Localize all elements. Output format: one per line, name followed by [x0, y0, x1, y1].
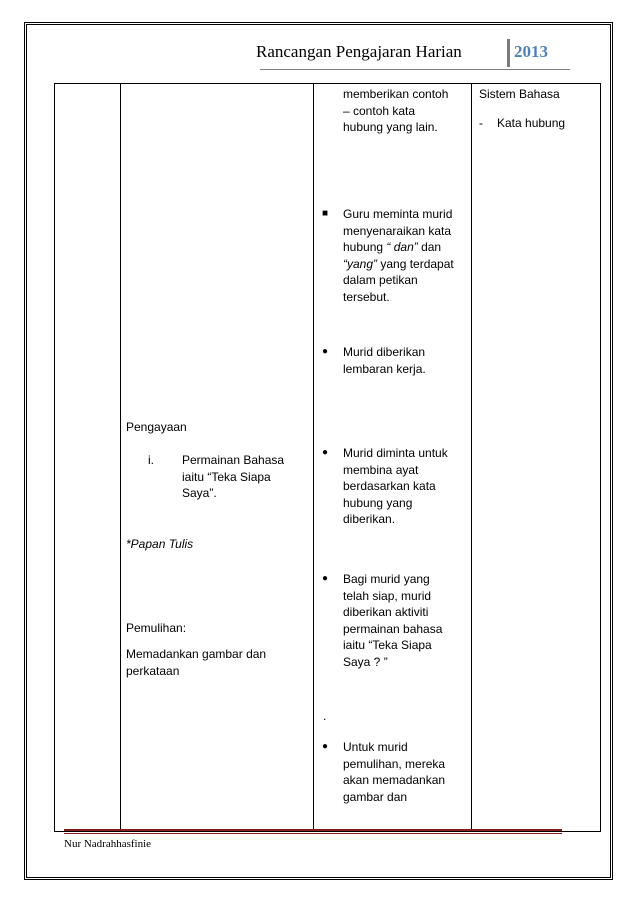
text-line: Guru meminta murid	[343, 207, 453, 221]
text-line: Permainan Bahasa	[182, 453, 285, 467]
activity-bullet-4	[343, 571, 442, 670]
activity-bullet-3	[343, 445, 448, 528]
text-line: lembaran kerja.	[343, 361, 426, 376]
text-line: permainan bahasa	[343, 621, 443, 636]
text-line: berdasarkan kata	[343, 479, 436, 493]
pemulihan-heading: Pemulihan:	[126, 621, 187, 635]
header-year: 2013	[514, 42, 548, 61]
text-line: iaitu “Teka Siapa	[343, 638, 432, 652]
text-line: Murid diminta untuk	[343, 446, 448, 460]
text-span: dan	[417, 240, 442, 254]
pengayaan-heading: Pengayaan	[126, 420, 187, 434]
text-line: pemulihan, mereka	[343, 756, 446, 771]
papan-tulis-note: *Papan Tulis	[126, 537, 194, 551]
footer-author: Nur Nadrahhasfinie	[64, 838, 152, 850]
footer-rule	[64, 829, 562, 831]
text-line: diberikan aktiviti	[343, 605, 429, 619]
text-line	[343, 256, 454, 273]
circle-bullet-icon: ●	[322, 573, 329, 584]
circle-bullet-icon: ●	[322, 447, 329, 458]
text-line: Murid diberikan	[343, 345, 426, 359]
circle-bullet-icon: ●	[322, 346, 329, 357]
stray-dot: .	[323, 709, 327, 723]
activity-bullet-1	[343, 206, 454, 305]
italic-term-dan: “ dan”	[386, 240, 418, 254]
text-line: – contoh kata	[343, 103, 416, 118]
text-span: yang terdapat	[377, 256, 454, 271]
text-line: Untuk murid	[343, 740, 408, 754]
column-divider-3	[471, 83, 472, 832]
italic-term-yang: “yang”	[343, 256, 378, 271]
text-line: tersebut.	[343, 289, 390, 304]
activity-continuation	[343, 86, 448, 136]
list-item-text	[182, 452, 284, 502]
circle-bullet-icon: ●	[322, 741, 329, 752]
text-line: hubung yang lain.	[343, 120, 438, 134]
header-rule	[260, 69, 570, 70]
activity-bullet-2	[343, 344, 426, 377]
text-line: Saya ? ”	[343, 654, 388, 669]
pemulihan-text	[126, 646, 266, 679]
text-line: akan memadankan	[343, 773, 446, 787]
sistem-bahasa-heading: Sistem Bahasa	[479, 87, 560, 101]
text-line: Memadankan gambar dan	[126, 647, 267, 661]
text-span: hubung	[343, 240, 387, 254]
activity-bullet-5	[343, 739, 445, 805]
text-line: menyenaraikan kata	[343, 223, 452, 238]
text-line: hubung yang	[343, 495, 413, 510]
text-line: memberikan contoh	[343, 87, 449, 101]
text-line: telah siap, murid	[343, 588, 432, 603]
header-separator	[507, 39, 510, 67]
text-line: gambar dan	[343, 789, 408, 804]
text-line: Bagi murid yang	[343, 572, 430, 586]
kata-hubung-item: Kata hubung	[497, 116, 566, 130]
column-divider-2	[313, 83, 314, 832]
dash-bullet: -	[479, 116, 483, 130]
text-line: diberikan.	[343, 512, 396, 526]
square-bullet-icon: ■	[322, 208, 329, 219]
footer-rule	[64, 833, 562, 834]
text-line: Saya”.	[182, 486, 217, 500]
header-title: Rancangan Pengajaran Harian	[256, 42, 462, 61]
text-line	[343, 239, 454, 256]
text-line: membina ayat	[343, 462, 419, 477]
column-divider-1	[120, 83, 121, 832]
text-line: perkataan	[126, 663, 180, 678]
list-number: i.	[148, 453, 154, 467]
text-line: iaitu “Teka Siapa	[182, 469, 271, 484]
text-line: dalam petikan	[343, 273, 418, 287]
